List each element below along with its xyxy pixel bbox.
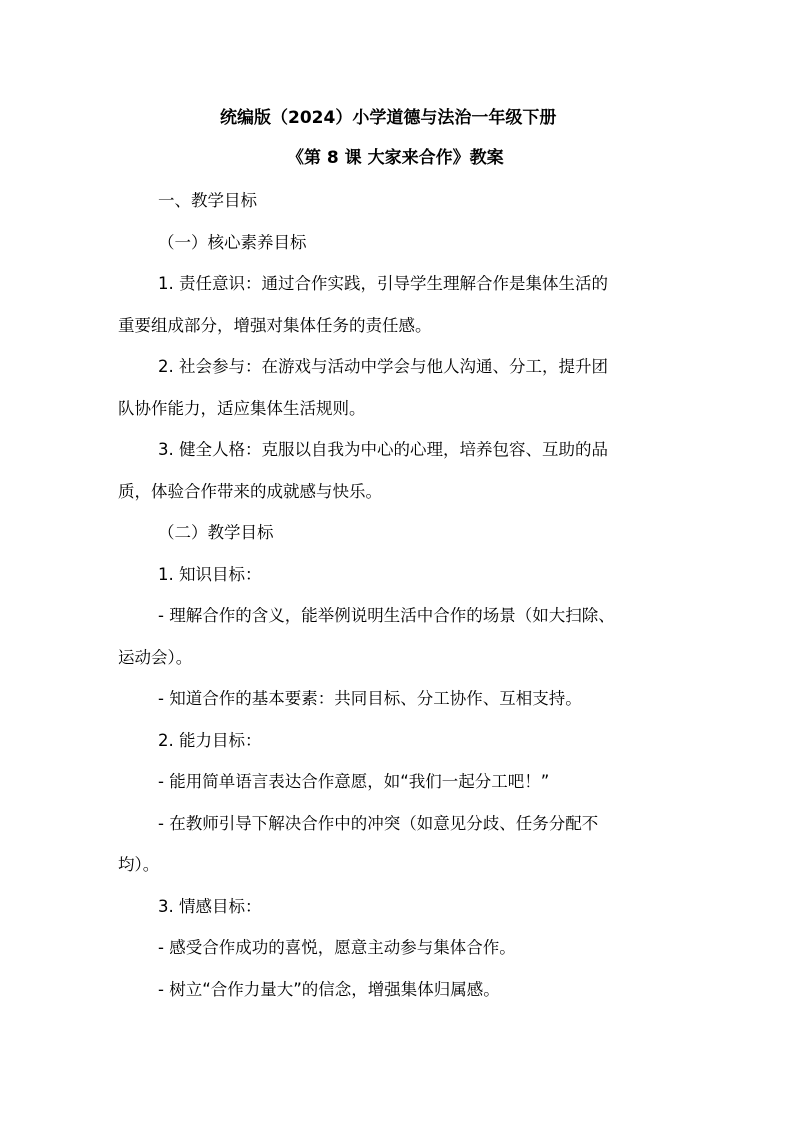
- paragraph-line: 2. 社会参与：在游戏与活动中学会与他人沟通、分工，提升团: [158, 357, 608, 376]
- paragraph-line: 1. 责任意识：通过合作实践，引导学生理解合作是集体生活的: [158, 274, 608, 293]
- goal-heading-ability: 2. 能力目标：: [158, 731, 262, 750]
- paragraph-line: - 在教师引导下解决合作中的冲突（如意见分歧、任务分配不: [158, 814, 599, 833]
- paragraph-line: 运动会）。: [118, 648, 193, 667]
- paragraph-line: - 理解合作的含义，能举例说明生活中合作的场景（如大扫除、: [158, 606, 615, 625]
- subsection-heading-core-literacy: （一）核心素养目标: [158, 233, 307, 252]
- goal-heading-knowledge: 1. 知识目标：: [158, 565, 262, 584]
- paragraph-line: - 能用简单语言表达合作意愿，如“我们一起分工吧！”: [158, 772, 550, 791]
- paragraph-line: 3. 健全人格：克服以自我为中心的心理，培养包容、互助的品: [158, 440, 608, 459]
- paragraph-line: - 知道合作的基本要素：共同目标、分工协作、互相支持。: [158, 689, 582, 708]
- goal-heading-emotion: 3. 情感目标：: [158, 897, 262, 916]
- paragraph-line: 重要组成部分，增强对集体任务的责任感。: [118, 316, 432, 335]
- paragraph-line: - 感受合作成功的喜悦，愿意主动参与集体合作。: [158, 938, 516, 957]
- doc-title-line-2: 《第 8 课 大家来合作》教案: [287, 148, 504, 168]
- paragraph-line: 均）。: [118, 855, 160, 874]
- paragraph-line: 质，体验合作带来的成就感与快乐。: [118, 482, 382, 501]
- paragraph-line: - 树立“合作力量大”的信念，增强集体归属感。: [158, 980, 500, 999]
- doc-title-line-1: 统编版（2024）小学道德与法治一年级下册: [220, 108, 557, 128]
- paragraph-line: 队协作能力，适应集体生活规则。: [118, 399, 366, 418]
- subsection-heading-teaching-goals: （二）教学目标: [158, 523, 274, 542]
- section-heading-teaching-goals: 一、教学目标: [158, 191, 257, 210]
